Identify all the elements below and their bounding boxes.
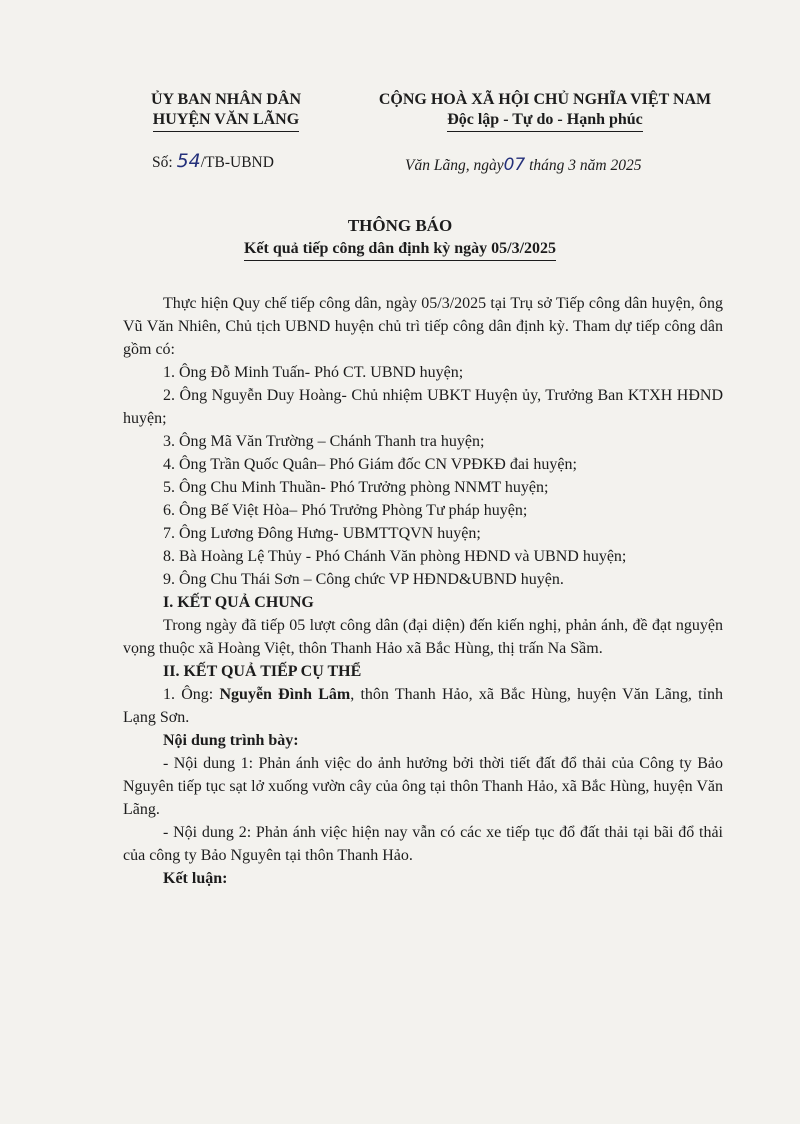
attendee-item: 6. Ông Bế Việt Hòa– Phó Trưởng Phòng Tư pháp huyện; — [163, 502, 528, 519]
attendee-list — [123, 361, 723, 591]
nation-line1: CỘNG HOÀ XÃ HỘI CHỦ NGHĨA VIỆT NAM — [378, 91, 712, 108]
agency-line2: HUYỆN VĂN LÃNG — [153, 110, 299, 132]
date-suffix: tháng 3 năm 2025 — [525, 157, 642, 174]
attendee-item: 7. Ông Lương Đông Hưng- UBMTTQVN huyện; — [163, 525, 481, 542]
case1-paragraph — [123, 683, 723, 729]
attendee-item: 1. Ông Đỗ Minh Tuấn- Phó CT. UBND huyện; — [163, 364, 464, 381]
document-number — [152, 150, 274, 172]
document-subtitle: Kết quả tiếp công dân định kỳ ngày 05/3/2025 — [244, 240, 556, 261]
doc-number-suffix: /TB-UBND — [200, 154, 274, 171]
content2: - Nội dung 2: Phản ánh việc hiện nay vẫn có các xe tiếp tục đổ đất thải tại bãi đổ thải của công ty Bảo Nguyên tại thôn Thanh Hảo. — [123, 824, 723, 864]
attendee-item: 9. Ông Chu Thái Sơn – Công chức VP HĐND&UBND huyện. — [163, 571, 564, 588]
document-subtitle-wrap — [0, 240, 800, 261]
attendee-item: 4. Ông Trần Quốc Quân– Phó Giám đốc CN VPĐKĐ đai huyện; — [163, 456, 577, 473]
attendee-item: 3. Ông Mã Văn Trường – Chánh Thanh tra huyện; — [163, 433, 485, 450]
nation-header — [335, 90, 755, 132]
conclusion-heading: Kết luận: — [163, 870, 228, 887]
nation-motto: Độc lập - Tự do - Hạnh phúc — [447, 110, 643, 132]
case1-prefix: 1. Ông: — [163, 686, 220, 703]
handwritten-number: 54 — [176, 150, 201, 172]
date-prefix: Văn Lãng, ngày — [405, 157, 504, 174]
attendee-item: 5. Ông Chu Minh Thuần- Phó Trưởng phòng NNMT huyện; — [163, 479, 549, 496]
doc-number-prefix: Số: — [152, 154, 177, 171]
agency-header — [126, 90, 326, 132]
document-title: THÔNG BÁO — [347, 216, 453, 235]
content1: - Nội dung 1: Phản ánh việc do ảnh hưởng bởi thời tiết đất đổ thải của Công ty Bảo Nguyên tiếp tục sạt lở xuống vườn cây của ông tại thôn Thanh Hảo, xã Bắc Hùng, huyện Văn Lãng. — [123, 755, 723, 818]
section2-heading: II. KẾT QUẢ TIẾP CỤ THỂ — [163, 663, 362, 680]
document-body — [123, 292, 723, 890]
section1-text: Trong ngày đã tiếp 05 lượt công dân (đại diện) đến kiến nghị, phản ánh, đề đạt nguyện vọng thuộc xã Hoàng Việt, thôn Thanh Hảo xã Bắc Hùng, thị trấn Na Sầm. — [123, 617, 723, 657]
section1-heading: I. KẾT QUẢ CHUNG — [163, 594, 314, 611]
handwritten-day: 07 — [503, 155, 526, 175]
attendee-item: 8. Bà Hoàng Lệ Thủy - Phó Chánh Văn phòng HĐND và UBND huyện; — [163, 548, 627, 565]
case1-name: Nguyễn Đình Lâm — [219, 686, 351, 703]
case1-suffix: , thôn Thanh Hảo, xã Bắc Hùng, huyện Văn Lãng, tỉnh Lạng Sơn. — [123, 686, 724, 726]
place-date — [405, 155, 641, 175]
attendee-item: 2. Ông Nguyễn Duy Hoàng- Chủ nhiệm UBKT Huyện ủy, Trưởng Ban KTXH HĐND huyện; — [123, 387, 723, 427]
agency-line1: ỦY BAN NHÂN DÂN — [150, 91, 302, 108]
intro-paragraph: Thực hiện Quy chế tiếp công dân, ngày 05/3/2025 tại Trụ sở Tiếp công dân huyện, ông Vũ Văn Nhiên, Chủ tịch UBND huyện chủ trì tiếp công dân định kỳ. Tham dự tiếp công dân gồm có: — [123, 295, 723, 358]
content-heading: Nội dung trình bày: — [163, 732, 299, 749]
